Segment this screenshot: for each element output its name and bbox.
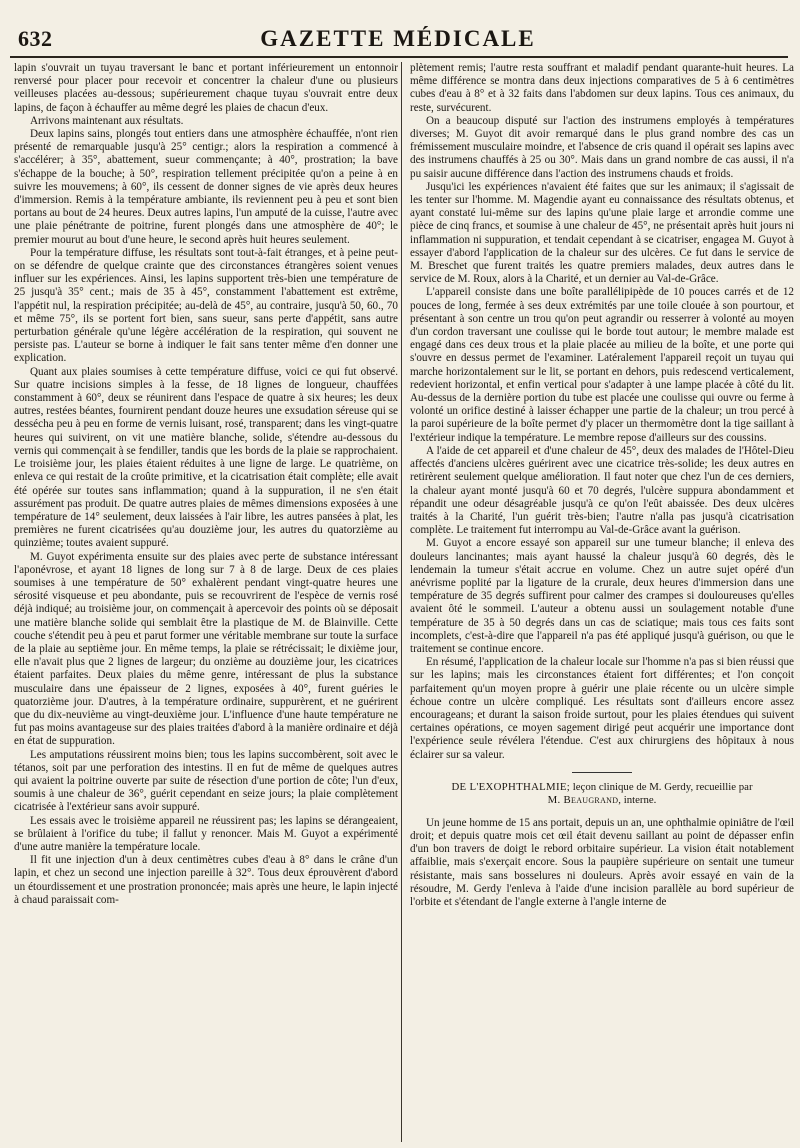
paragraph: M. Guyot expérimenta ensuite sur des plaies avec perte de substance intéressant l'aponévrose, et ayant 18 lignes de long sur 7 à 8 de large. Deux de ces plaies soumises à une température de 50° exhalèrent pendant vingt-quatre heures une sérosité visqueuse et peu abondante, puis se recouvrirent de l'espèce de vernis rosé déjà indiqué; au troisième jour, on commençait à apercevoir des points où se déposait une matière blanche solide qui semblait être la plastique de M. de Blainville. Cette couche s'étendit peu à peu et parut former une véritable membrane sur toute la surface de la plaie au septième jour. En même temps, la plaie se rétrécissait; le dixième jour, elle n'avait plus que 2 lignes de largeur; du onzième au douzième jour, les cicatrices étaient parfaites. Deux plaies du même genre, intéressant de plus la substance musculaire dans une épaisseur de 2 lignes, exposées à 40°, furent guéries le quatorzième jour. D'autres, à la température ordinaire, suppurèrent, et ne guérirent que du dix-neuvième au vingt-deuxième jour. L'influence d'une haute température ne fut pas moins avantageuse sur des plaies traitées d'abord à la manière ordinaire et déjà en état de suppuration. xyxy=(14,550,398,748)
article-byline: leçon clinique de M. Gerdy, recueillie par xyxy=(570,780,753,793)
paragraph: plètement remis; l'autre resta souffrant et maladif pendant quarante-huit heures. La même différence se montra dans deux injections comparatives de 5 à 6 centimètres cubes d'eau à 8° et à 32 faits dans l'abdomen sur deux lapins. Tous ces animaux, du reste, survécurent. xyxy=(410,62,794,114)
paragraph: Jusqu'ici les expériences n'avaient été faites que sur les animaux; il s'agissait de les tenter sur l'homme. M. Magendie ayant eu connaissance des résultats obtenus, et ayant constaté lui-même sur des lapins qu'une plaie large et arrondie comme une pièce de cinq francs, et soumise à une chaleur de 45°, ne présentait après huit jours ni inflammation ni suppuration, et tendait cependant à se cicatriser, engagea M. Guyot à essayer d'abord l'application de la chaleur sur des ulcères. Ce fut dans le service de M. Breschet que furent traités les quatre premiers malades, deux autres dans le service de M. Roux, alors à la Charité, et un dernier au Val-de-Grâce. xyxy=(410,180,794,286)
paragraph: Quant aux plaies soumises à cette température diffuse, voici ce qui fut observé. Sur quatre incisions simples à la fesse, de 18 lignes de longueur, chauffées constamment à 60°, deux se réunirent dans l'espace de quatre à six heures; les deux autres, restées béantes, fournirent pendant douze heures une exsudation séreuse qui se dessécha peu à peu en forme de vernis luisant, rosé, transparent; dans les vingt-quatre heures qui suivirent, on vit une matière blanche, solide, s'étendre au-dessous du vernis qui commençait à se fendiller, tandis que les bords de la plaie se rapprochaient. Le troisième jour, les plaies étaient réduites à une ligne de large. Le quatrième, on enleva ce qui restait de la croûte primitive, et la cicatrisation était complète; elle avait été opérée sur toutes sans inflammation; quand à la suppuration, il ne s'en était assurément pas produit. De quatre autres plaies de mêmes dimensions exposées à une température de 14° seulement, deux laissées à l'air libre, les autres pansées à plat, les premières ne furent cicatrisées qu'au douzième jour, les autres du quatorzième au quinzième; toutes avaient suppuré. xyxy=(14,365,398,550)
article-title: DE L'EXOPHTHALMIE; xyxy=(451,780,571,793)
paragraph: Deux lapins sains, plongés tout entiers dans une atmosphère échauffée, n'ont rien présenté de remarquable jusqu'à 25° centigr.; alors la respiration a commencé à s'accélérer; à 35°, abattement, sueur commençante; à 40°, prostration; la bave s'échappe de la bouche; à 50°, respiration tellement précipitée qu'on a peine à en suivre les mouvemens; à 60°, ils cessent de donner signes de vie après deux heures d'immersion. Remis à la température ambiante, ils reviennent peu à peu et sont bien portans au bout de 24 heures. Deux autres lapins, l'un amputé de la cuisse, l'autre avec une plaie pénétrante de poitrine, furent plongés dans une atmosphère de 40°; le premier mourut au bout d'une heure, le second après huit heures seulement. xyxy=(14,128,398,246)
article-heading xyxy=(410,781,794,807)
masthead xyxy=(10,26,786,52)
paragraph: A l'aide de cet appareil et d'une chaleur de 45°, deux des malades de l'Hôtel-Dieu affectés d'anciens ulcères guérirent avec une cicatrice très-solide; les deux autres en retirèrent seulement quelque amélioration. Il faut noter que chez l'un de ces derniers, la chaleur ayant monté jusqu'à 60 et 70 degrés, l'ulcère suppura abondamment et répandit une odeur désagréable jusqu'à ce qu'on l'eût abaissée. Des deux ulcères traités à la Charité, l'un guérit très-bien; l'autre n'alla pas jusqu'à cicatrisation complète. Le traitement fut interrompu au Val-de-Grâce avant la guérison. xyxy=(410,444,794,537)
paragraph: Les essais avec le troisième appareil ne réussirent pas; les lapins se dérangeaient, se brûlaient à l'orifice du tube; il fallut y renoncer. Mais M. Guyot a expérimenté d'une autre manière la température locale. xyxy=(14,814,398,853)
page-number: 632 xyxy=(18,26,53,51)
paragraph: Pour la température diffuse, les résultats sont tout-à-fait étranges, et à peine peut-on se défendre de quelque crainte que des circonstances étrangères soient venues influer sur les expériences. Ainsi, les lapins supportent très-bien une température de 25 jusqu'à 35° cent.; mais de 35 à 45°, constamment l'abattement est extrême, l'appétit nul, la respiration précipitée; au-delà de 45°, au contraire, jusqu'à 50, 60., 70 et même 75°, ils se portent fort bien, sans sueur, sans perte d'appétit, sans autre perturbation générale qu'une légère accélération de la respiration, qui souvent ne persiste pas. L'auteur se borne à indiquer le fait sans tenter même d'en donner une explication. xyxy=(14,246,398,365)
journal-title: GAZETTE MÉDICALE xyxy=(260,26,536,51)
paragraph: M. Guyot a encore essayé son appareil sur une tumeur blanche; il enleva des douleurs lancinantes; mais ayant haussé la chaleur jusqu'à 60 degrés, dès le lendemain la tumeur s'était accrue en volume. Chez un autre sujet opéré d'un anévrisme poplité par la ligature de la crurale, deux heures d'immersion dans une température de 35 degrés suffirent pour calmer des crampes si douloureuses qu'elles avaient ôté le sommeil. L'auteur a obtenu aussi un soulagement notable d'une température de 35 à 50 degrés dans un cas de sciatique; mais tous ces faits sont incomplets, c'est-à-dire que l'appareil n'a pas été appliqué jusqu'à guérison, ou que le traitement se continue encore. xyxy=(410,537,794,655)
paragraph: On a beaucoup disputé sur l'action des instrumens employés à températures diverses; M. Guyot dit avoir remarqué dans le plus grand nombre des cas un frémissement musculaire moindre, et l'absence de cris quand il opérait ses lapins avec des instrumens chauffés à 25 ou 30°. Mais dans un grand nombre de cas aussi, il n'a pu saisir aucune différence dans l'action des instrumens chauds et froids. xyxy=(410,114,794,180)
paragraph: Les amputations réussirent moins bien; tous les lapins succombèrent, soit avec le tétanos, soit par une perforation des intestins. Il en fut de même de quelques autres qui avaient la poitrine ouverte par suite de résection d'une portion de côte; l'un d'eux, soumis à une chaleur de 36°, guérit cependant en seize jours; la plaie complètement cicatrisée à l'extérieur sans avoir suppuré. xyxy=(14,748,398,814)
paragraph: lapin s'ouvrait un tuyau traversant le banc et portant inférieurement un entonnoir renversé pour placer pour recevoir et concentrer la chaleur d'une ou plusieurs veilleuses placées au-dessous; supérieurement chaque tuyau s'ouvrait entre deux lapins, de façon à échauffer au même degré les plaies de chacun d'eux. xyxy=(14,62,398,114)
header-rule xyxy=(10,56,788,58)
article-author: M. Beaugrand xyxy=(547,793,619,806)
left-column xyxy=(14,62,398,907)
right-column xyxy=(410,62,794,909)
paragraph: Il fit une injection d'un à deux centimètres cubes d'eau à 8° dans le crâne d'un lapin, et chez un second une injection pareille à 32°. Tous deux éprouvèrent d'abord un étourdissement et une prostration prononcée; mais après une heure, le lapin injecté à chaud paraissait com- xyxy=(14,854,398,906)
article-separator xyxy=(572,772,632,773)
article-author-role: , interne. xyxy=(618,793,657,806)
column-divider xyxy=(401,62,402,1142)
paragraph: Un jeune homme de 15 ans portait, depuis un an, une ophthalmie opiniâtre de l'œil droit; et depuis quatre mois cet œil était devenu saillant au point de dépasser enfin d'un bon travers de doigt le rebord orbitaire supérieur. La vision était notablement affaiblie, mais s'exerçait encore. Sous la paupière supérieure on sentait une tumeur résistante, mais sans bosselures ni douleurs. Après avoir essayé en vain de la résoudre, M. Gerdy l'enleva à l'aide d'une incision parallèle au bord supérieur de l'orbite et s'étendant de l'angle externe à l'angle interne de xyxy=(410,816,794,908)
paragraph: Arrivons maintenant aux résultats. xyxy=(30,114,184,127)
paragraph: L'appareil consiste dans une boîte parallélipipède de 10 pouces carrés et de 12 pouces de long, fermée à ses deux extrémités par une toile clouée à son pourtour, et présentant à son centre un trou qu'on peut agrandir ou resserrer à volonté au moyen d'un cordon traversant une coulisse qui le borde tout autour; le membre malade est engagé dans ces deux trous et la plaie placée au milieu de la boîte, et une porte qui s'ouvre en dessus permet de l'examiner. Latéralement l'appareil reçoit un tuyau qui marche horizontalement sur le lit, se portant en dehors, puis redescend verticalement, redevient horizontal, et enfin vertical pour s'adapter à une lampe placée à côté du lit. Au-dessus de la dernière portion du tube est placée une coulisse qui ouvre ou ferme à volonté un orifice destiné à laisser échapper une partie de la chaleur; un trou percé à la paroi supérieure de la boîte permet d'y placer un thermomètre dont la tige saillant à l'extérieur indique la température. Le membre repose d'ailleurs sur des coussins. xyxy=(410,286,794,444)
paragraph: En résumé, l'application de la chaleur locale sur l'homme n'a pas si bien réussi que sur les lapins; mais les circonstances étaient fort différentes; et l'on conçoit parfaitement qu'un moyen propre à guérir une plaie récente ou un ulcère simple échoue contre un ulcère compliqué. Les résultats sont d'ailleurs encore assez encourageans; et durant la saison froide surtout, pour les plaies étendues qui suivent certaines opérations, ce moyen sagement dirigé peut acquérir une importance dont l'expérience seule révélera l'étendue. C'est aux chirurgiens des hôpitaux à nous éclairer sur sa valeur. xyxy=(410,656,794,761)
